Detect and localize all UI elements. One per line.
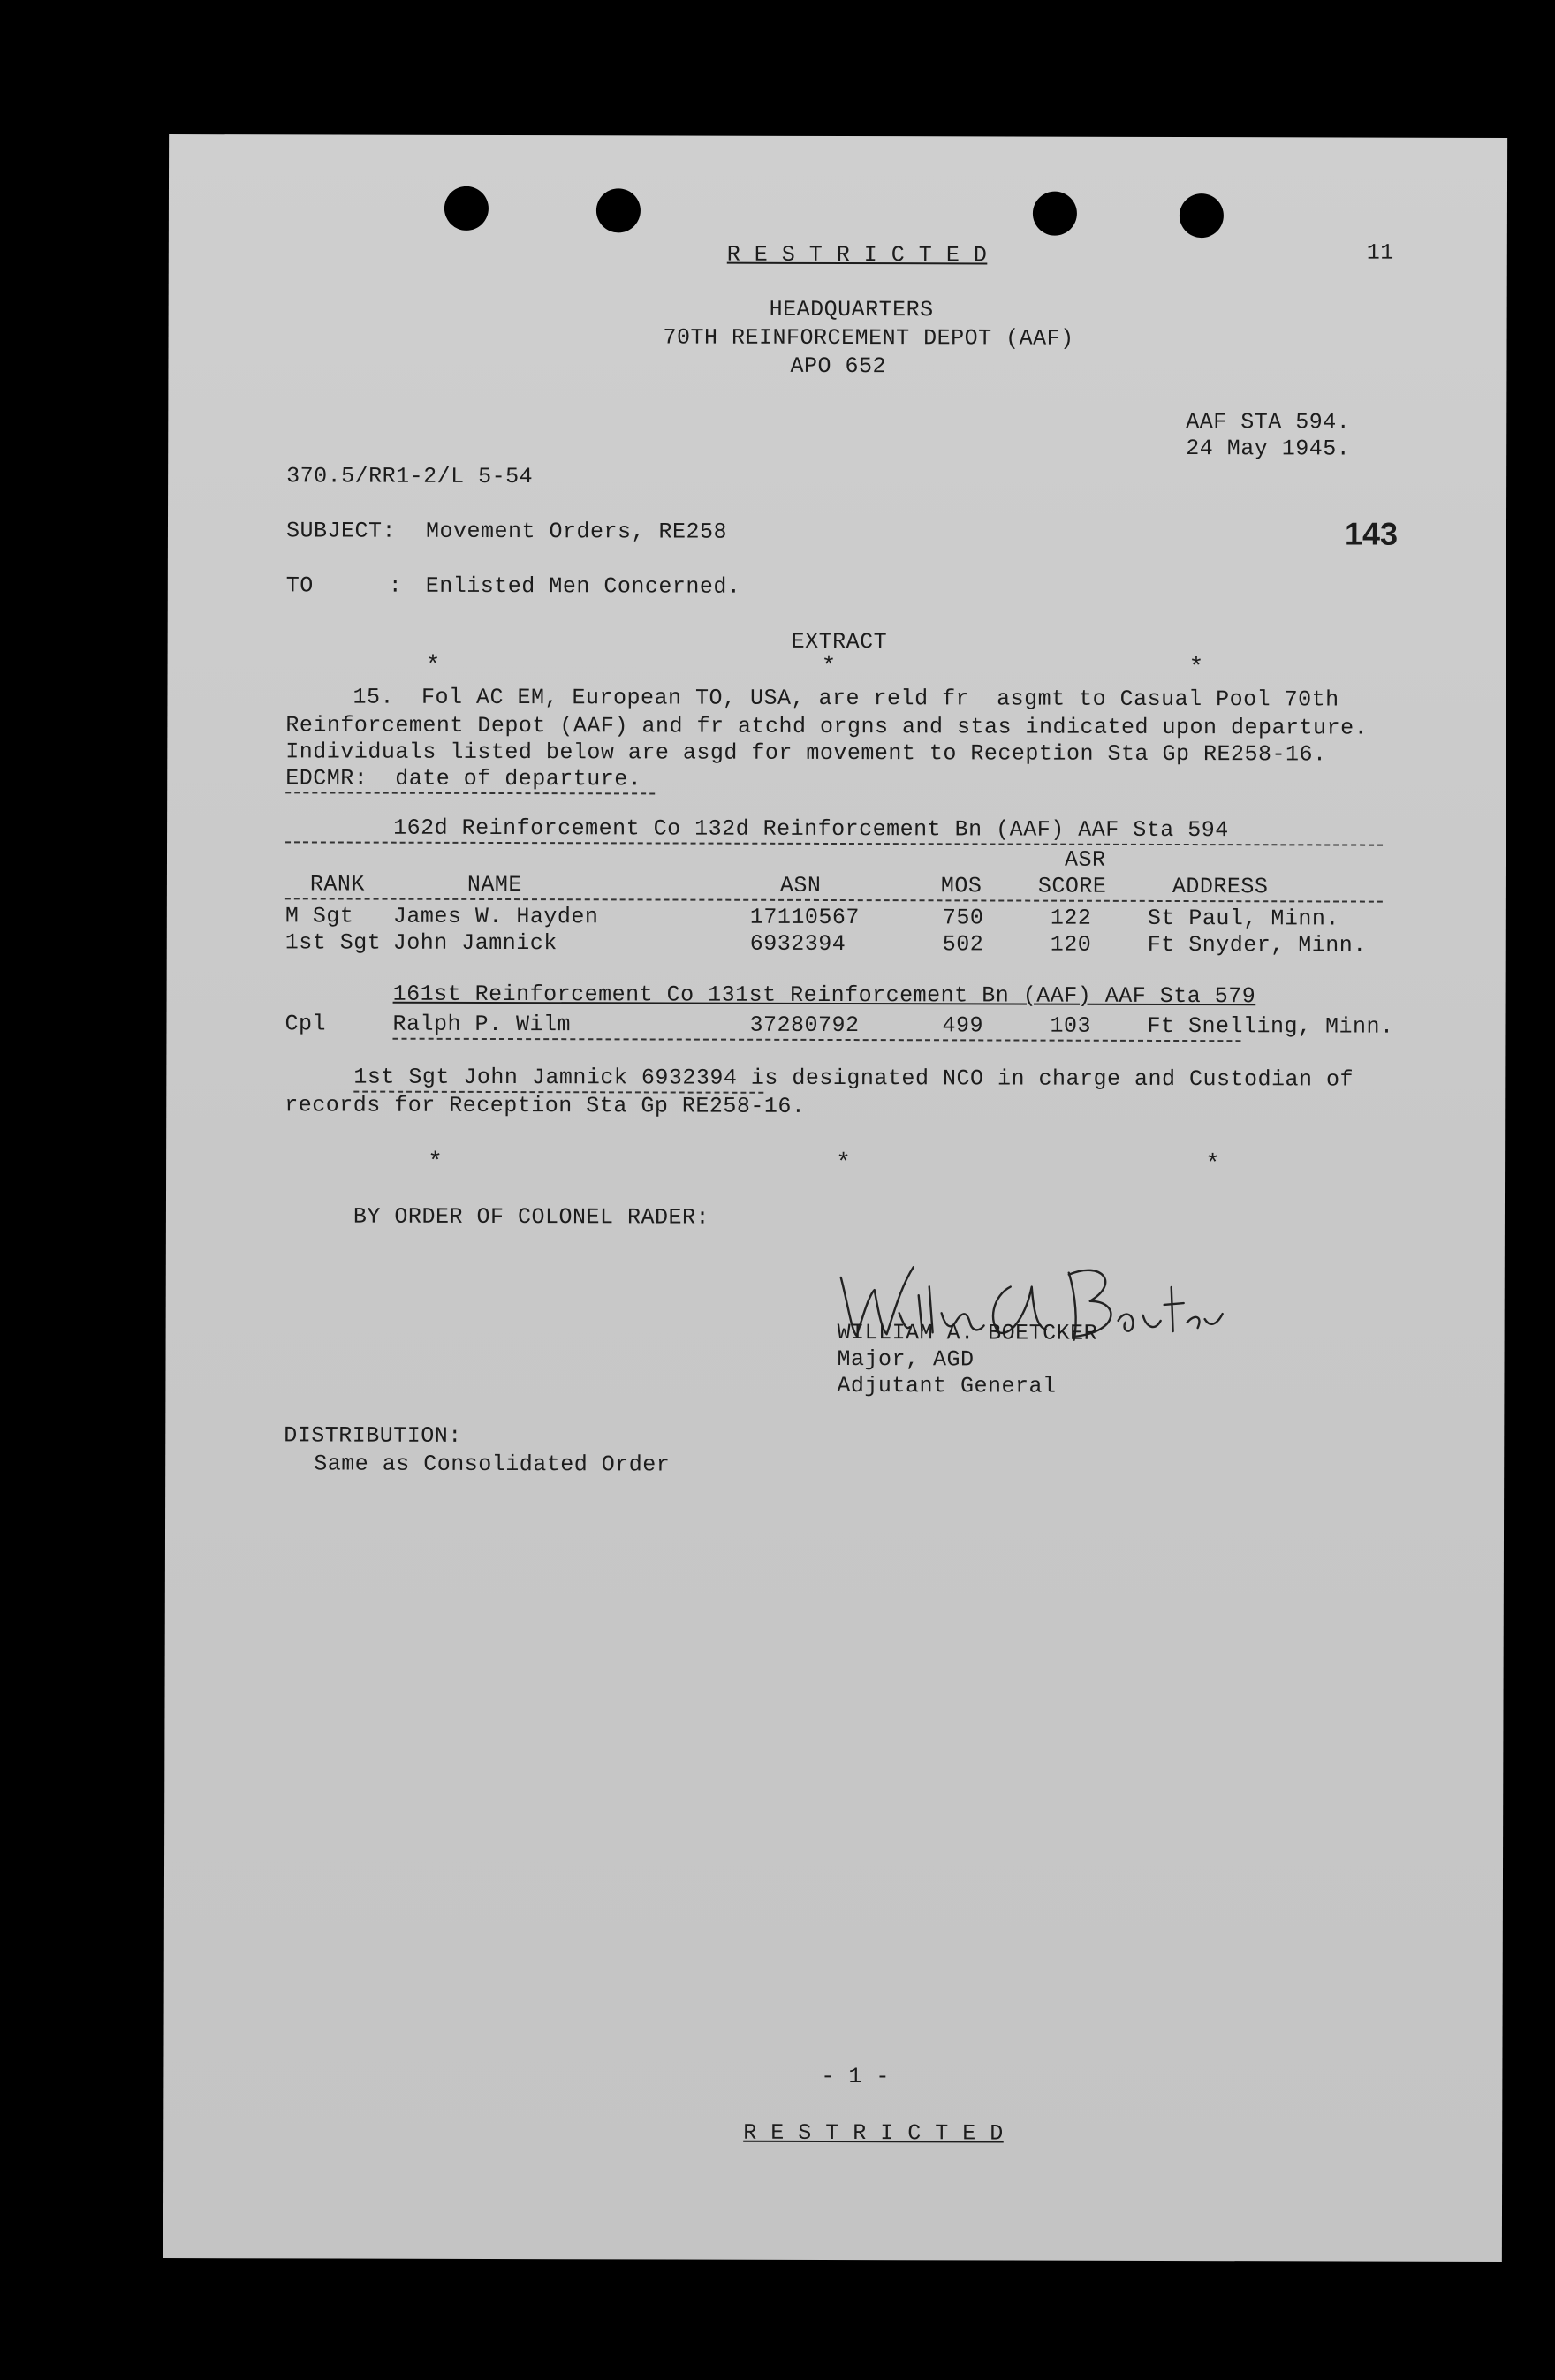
row-address: Ft Snelling, Minn.: [1147, 1012, 1394, 1040]
row-rank: M Sgt: [284, 903, 354, 929]
asterisk-5: *: [836, 1150, 852, 1179]
signer-title: Adjutant General: [837, 1373, 1057, 1399]
classification-bottom: R E S T R I C T E D: [743, 2119, 1004, 2147]
header-address: ADDRESS: [1172, 873, 1269, 900]
to-text: Enlisted Men Concerned.: [425, 572, 741, 600]
document-page: [163, 134, 1507, 2262]
punch-hole-2: [596, 188, 641, 232]
distribution-label: DISTRIBUTION:: [284, 1422, 462, 1449]
header-name: NAME: [466, 871, 522, 898]
row-address: St Paul, Minn.: [1147, 905, 1339, 932]
row-name: Ralph P. Wilm: [392, 1011, 572, 1038]
unit-1-heading: 162d Reinforcement Co 132d Reinforcement Bn (AAF) AAF Sta 594: [393, 815, 1229, 844]
signer-rank: Major, AGD: [837, 1346, 975, 1373]
hq-line-1: HEADQUARTERS: [769, 296, 934, 323]
row-asn: 6932394: [749, 930, 846, 958]
row-rank: Cpl: [284, 1011, 327, 1037]
row-address: Ft Snyder, Minn.: [1147, 931, 1367, 959]
punch-hole-4: [1180, 193, 1224, 238]
asterisk-6: *: [1205, 1151, 1221, 1179]
file-reference: 370.5/RR1-2/L 5-54: [286, 463, 534, 490]
asterisk-3: *: [1188, 655, 1204, 683]
classification-top: R E S T R I C T E D: [726, 241, 988, 269]
stamp-number: 143: [1344, 515, 1399, 552]
header-rank: RANK: [309, 871, 365, 898]
header-asr-bottom: SCORE: [1037, 873, 1107, 899]
edcmr-underline: [285, 792, 655, 794]
row-score: 122: [1050, 905, 1092, 931]
to-label: TO: [285, 572, 314, 599]
asterisk-4: *: [428, 1148, 444, 1177]
designation-line-1: 1st Sgt John Jamnick 6932394 is designated NCO in charge and Custodian of: [353, 1064, 1354, 1093]
hq-line-3: APO 652: [790, 352, 887, 380]
hq-line-2: 70TH REINFORCEMENT DEPOT (AAF): [663, 324, 1074, 352]
order-by: BY ORDER OF COLONEL RADER:: [353, 1203, 710, 1231]
row-name: John Jamnick: [392, 929, 558, 957]
row-score: 120: [1050, 931, 1092, 958]
asterisk-1: *: [425, 652, 441, 680]
header-asr-top: ASR: [1064, 846, 1106, 873]
row-mos: 750: [942, 905, 984, 931]
header-asn: ASN: [779, 872, 822, 898]
footer-page-number: - 1 -: [821, 2063, 890, 2090]
subject-text: Movement Orders, RE258: [425, 518, 728, 545]
extract-label: EXTRACT: [791, 628, 888, 656]
paragraph-line-4: EDCMR: date of departure.: [285, 765, 642, 792]
punch-hole-3: [1033, 192, 1077, 236]
page-number-corner: 11: [1366, 239, 1394, 266]
paragraph-line-2: Reinforcement Depot (AAF) and fr atchd orgns and stas indicated upon departure.: [285, 712, 1369, 741]
designation-line-2: records for Reception Sta Gp RE258-16.: [284, 1092, 806, 1119]
signer-name: WILLIAM A. BOETCKER: [837, 1320, 1098, 1346]
date: 24 May 1945.: [1186, 436, 1351, 462]
row-asn: 17110567: [749, 904, 860, 931]
paragraph-line-1: 15. Fol AC EM, European TO, USA, are reld fr asgmt to Casual Pool 70th: [353, 684, 1339, 713]
punch-hole-1: [444, 186, 489, 231]
unit-2-heading: 161st Reinforcement Co 131st Reinforcement Bn (AAF) AAF Sta 579: [392, 981, 1256, 1010]
asterisk-2: *: [821, 653, 837, 682]
subject-label: SUBJECT:: [285, 518, 397, 544]
header-mos: MOS: [940, 873, 982, 899]
row-name: James W. Hayden: [392, 903, 599, 930]
distribution-text: Same as Consolidated Order: [314, 1451, 671, 1478]
station: AAF STA 594.: [1186, 409, 1351, 436]
row-score: 103: [1050, 1012, 1092, 1039]
row-rank: 1st Sgt: [284, 929, 382, 956]
row-mos: 499: [942, 1012, 984, 1039]
to-colon: :: [388, 572, 403, 599]
row-mos: 502: [942, 931, 984, 958]
paragraph-line-3: Individuals listed below are asgd for movement to Reception Sta Gp RE258-16.: [285, 739, 1327, 768]
row-asn: 37280792: [749, 1012, 860, 1039]
unit-2-row-rule: [392, 1038, 1240, 1042]
